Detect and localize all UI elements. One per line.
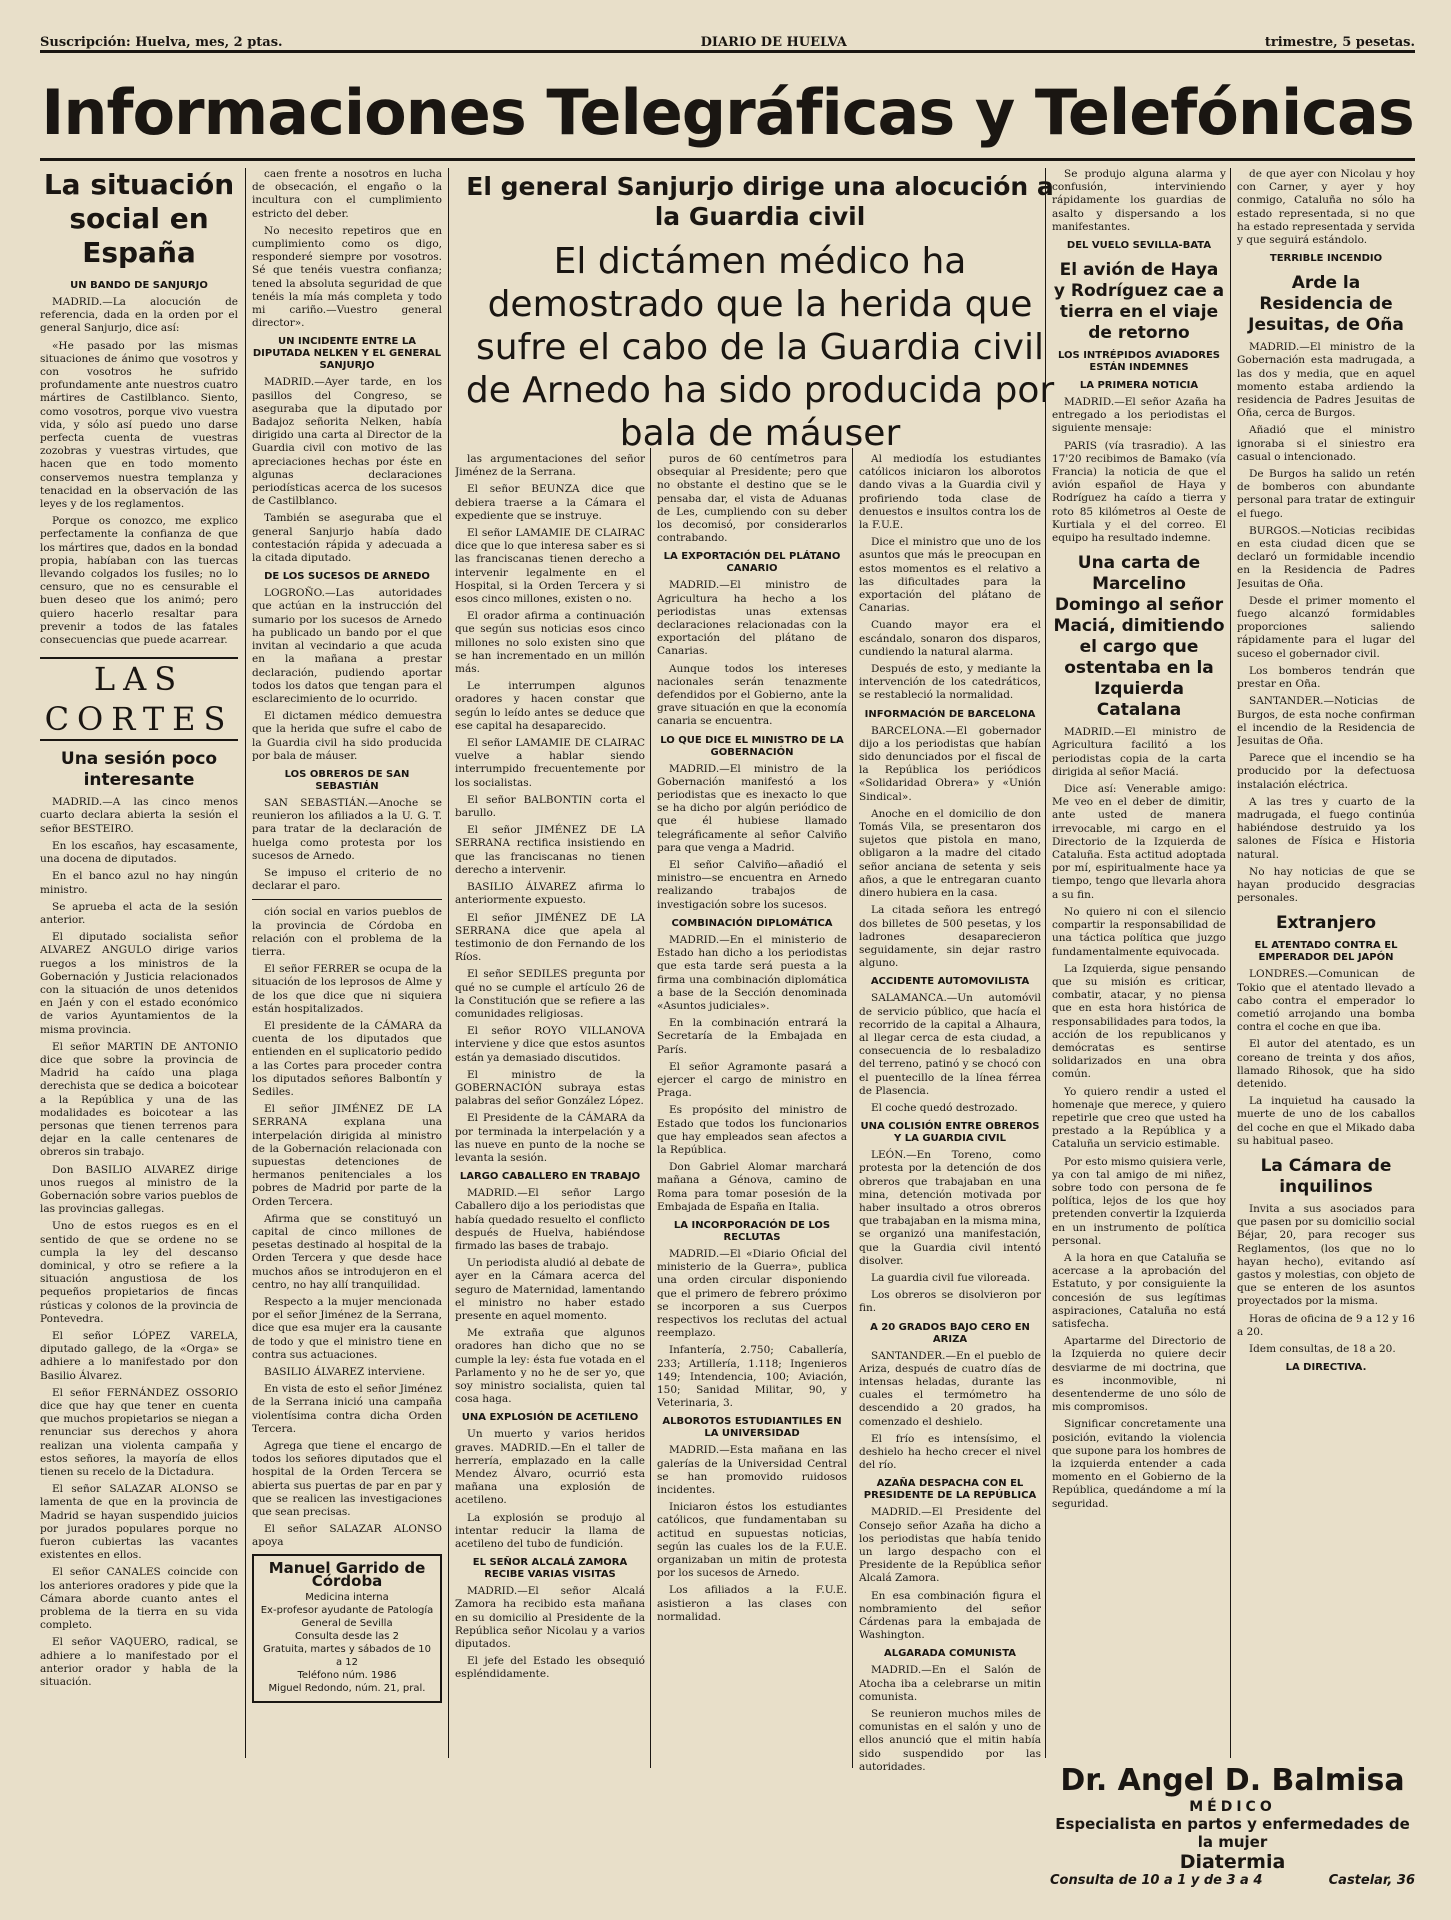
- paragraph: Un muerto y varios heridos graves. MADRID.—En el taller de herrería, emplazado en la calle Mendez Álvaro, ocurrió esta mañana una explosión de acetileno.: [455, 1428, 645, 1507]
- column-5: [859, 453, 1041, 1888]
- paragraph: Yo quiero rendir a usted el homenaje que merece, y quiero repetirle que creo que usted ha prestado a la República y a Cataluña un servicio estimable.: [1052, 1085, 1226, 1151]
- ad-line: Consulta desde las 2: [294, 1630, 400, 1642]
- headline-avion: El avión de Haya y Rodríguez cae a tierra en el viaje de retorno: [1053, 260, 1225, 344]
- ad-name: Manuel Garrido de Córdoba: [268, 1558, 426, 1590]
- paragraph: Significar concretamente una posición, evitando la violencia que supone para los hombres de la izquierda entender a cada momento en el Gobierno de la República, quedándome a mí la seguridad.: [1052, 1418, 1226, 1510]
- subscription-price: trimestre, 5 pesetas.: [1264, 35, 1415, 50]
- paragraph: El dictamen médico demuestra que la herida que sufre el cabo de la Guardia civil ha sido producida por bala de máuser.: [252, 710, 442, 762]
- paragraph: MADRID.—En el Salón de Atocha iba a celebrarse un mitin comunista.: [859, 1664, 1041, 1703]
- paragraph: MADRID.—La alocución de referencia, dada en la orden por el general Sanjurjo, dice así:: [40, 296, 238, 335]
- column-rule: [448, 168, 449, 1758]
- paragraph: El señor JIMÉNEZ DE LA SERRANA rectifica insistiendo en que las franciscanas no tienen derecho a intervenir.: [455, 824, 645, 876]
- paragraph: Afirma que se constituyó un capital de cinco millones de pesetas destinado al hospital de la Orden Tercera y que desde hace muchos años se introdujeron en el centro, no hay allí tranquilidad.: [252, 1212, 442, 1291]
- paragraph: El jefe del Estado les obsequió espléndidamente.: [455, 1655, 645, 1681]
- paragraph: El señor Calviño—añadió el ministro—se encuentra en Arnedo realizando trabajos de investigación sobre los sucesos.: [657, 859, 847, 911]
- column-2: [252, 168, 442, 1888]
- paragraph: MADRID.—El Presidente del Consejo señor Azaña ha dicho a los periodistas que había tenido un largo despacho con el Presidente de la República señor Alcalá Zamora.: [859, 1506, 1041, 1585]
- subhead: UNA EXPLOSIÓN DE ACETILENO: [461, 1412, 639, 1424]
- paragraph: La inquietud ha causado la muerte de uno de los caballos del coche en que el Mikado daba su habitual paseo.: [1237, 1095, 1415, 1147]
- paragraph: Horas de oficina de 9 a 12 y 16 a 20.: [1237, 1312, 1415, 1338]
- subhead: ACCIDENTE AUTOMOVILISTA: [870, 976, 1030, 988]
- paragraph: BARCELONA.—El gobernador dijo a los periodistas que habían sido denunciados por el fiscal de la República los periódicos «Solidaridad Obrera» y «Unión Sindical».: [859, 724, 1041, 803]
- paragraph: de que ayer con Nicolau y hoy con Carner, y ayer y hoy conmigo, Cataluña no sólo ha estado representada, si no que ha estado representada y servida y que seguirá estándolo.: [1237, 168, 1415, 247]
- paragraph: MADRID.—El señor Alcalá Zamora ha recibido esta mañana en su domicilio al Presidente de la República señor Nicolau y a varios diputados.: [455, 1585, 645, 1651]
- paragraph: El señor JIMÉNEZ DE LA SERRANA explana una interpelación dirigida al ministro de la Gobernación relacionada con supuestas detenciones de hermanos penitenciales a los pobres de Madrid por parte de la Orden Tercera.: [252, 1103, 442, 1208]
- subhead: INFORMACIÓN DE BARCELONA: [864, 708, 1036, 720]
- paragraph: Dice así: Venerable amigo: Me veo en el deber de dimitir, ante usted de manera irrevocable, mi cargo en el Directorio de la Izquierda de Cataluña. Esta actitud adoptada por mí, espiritualmente hace ya tiempo, tengo que llevarla ahora a su fin.: [1052, 783, 1226, 901]
- paragraph: De Burgos ha salido un retén de bomberos con abundante personal para tratar de extinguir el fuego.: [1237, 468, 1415, 520]
- paragraph: MADRID.—El señor Azaña ha entregado a los periodistas el siguiente mensaje:: [1052, 396, 1226, 435]
- subscription-text: Suscripción: Huelva, mes, 2 ptas.: [40, 35, 283, 50]
- paragraph: El Presidente de la CÁMARA da por terminada la interpelación y a las nueve en punto de la noche se levanta la sesión.: [455, 1112, 645, 1164]
- paragraph: La guardia civil fue viloreada.: [871, 1271, 1031, 1284]
- paragraph: El señor FERRER se ocupa de la situación de los leprosos de Alme y de los que dice que ni siquiera están hospitalizados.: [252, 963, 442, 1015]
- paragraph: Desde el primer momento el fuego alcanzó formidables proporciones saliendo rápidamente para el lugar del suceso el gobernador civil.: [1237, 594, 1415, 660]
- headline-dictamen: El dictámen médico ha demostrado que la herida que sufre el cabo de la Guardia civil de Arnedo ha sido producida por bala de máuser: [465, 241, 1055, 454]
- paragraph: MADRID.—A las cinco menos cuarto declara abierta la sesión el señor BESTEIRO.: [40, 796, 238, 835]
- paragraph: En el banco azul no hay ningún ministro.: [40, 870, 238, 896]
- headline-sanjurjo: El general Sanjurjo dirige una alocución a la Guardia civil: [466, 172, 1054, 231]
- paragraph: SANTANDER.—Noticias de Burgos, de esta noche confirman el incendio de la Residencia de Jesuitas de Oña.: [1237, 695, 1415, 747]
- paragraph: BASILIO ÁLVAREZ afirma lo anteriormente expuesto.: [455, 881, 645, 907]
- paragraph: Un periodista aludió al debate de ayer en la Cámara acerca del seguro de Maternidad, lamentando el ministro no haber estado presente en aquel momento.: [455, 1257, 645, 1322]
- paragraph: A las tres y cuarto de la madrugada, el fuego continúa habiéndose destruido ya los salones de Física e Historia natural.: [1237, 795, 1415, 861]
- paragraph: Después de esto, y mediante la intervención de los catedráticos, se restableció la normalidad.: [859, 663, 1041, 702]
- paragraph: Los afiliados a la F.U.E. asistieron a las clases con normalidad.: [657, 1584, 847, 1623]
- paragraph: El señor ROYO VILLANOVA interviene y dice que estos asuntos están ya demasiado discutidos.: [455, 1025, 645, 1064]
- paragraph: BURGOS.—Noticias recibidas en esta ciudad dicen que se declaró un formidable incendio en la Residencia de Padres Jesuitas de Oña.: [1237, 524, 1415, 590]
- subhead: ALGARADA COMUNISTA: [883, 1648, 1016, 1660]
- paragraph: Se reunieron muchos miles de comunistas en el salón y uno de ellos anunció que el mitin había sido suspendido por las autoridades.: [859, 1708, 1041, 1773]
- paragraph: ción social en varios pueblos de la provincia de Córdoba en relación con el problema de la tierra.: [252, 906, 442, 958]
- paragraph: Es propósito del ministro de Estado que todos los funcionarios que hay empleados sean afectos a la República.: [657, 1104, 847, 1156]
- paragraph: LEÓN.—En Toreno, como protesta por la detención de dos obreros que trabajaban en una mina, detención motivada por haber insultado a otros obreros que trabajaban en la misma mina, se organizó una manifestación, que la Guardia civil intentó disolver.: [859, 1149, 1041, 1267]
- paragraph: El autor del atentado, es un coreano de treinta y dos años, llamado Rihosok, que ha sido detenido.: [1237, 1038, 1415, 1090]
- newspaper-page: [40, 28, 1415, 1898]
- paragraph: Le interrumpen algunos oradores y hacen constar que según lo leído antes se deduce que ese capital ha desaparecido.: [455, 680, 645, 732]
- column-rule: [650, 448, 651, 1768]
- paragraph: El señor LAMAMIE DE CLAIRAC dice que lo que interesa saber es si las franciscanas tienen derecho a intervenir legalmente en el Hospital, si la Orden Tercera y si esos cinco millones, existen o no.: [455, 527, 645, 606]
- subhead: UN BANDO DE SANJURJO: [70, 280, 208, 291]
- paragraph: MADRID.—El ministro de Agricultura facilitó a los periodistas copia de la carta dirigida al señor Maciá.: [1052, 726, 1226, 778]
- paragraph: MADRID.—El señor Largo Caballero dijo a los periodistas que había quedado resuelto el conflicto después de Huelva, habiéndose firmado las bases de trabajo.: [455, 1187, 645, 1252]
- paragraph: Parece que el incendio se ha producido por la defectuosa instalación eléctrica.: [1237, 752, 1415, 791]
- paragraph: Se impuso el criterio de no declarar el paro.: [252, 866, 442, 893]
- paragraph: El señor LAMAMIE DE CLAIRAC vuelve a hablar siendo interrumpido frecuentemente por los socialistas.: [455, 737, 645, 789]
- paragraph: El señor MARTIN DE ANTONIO dice que sobre la provincia de Madrid ha caído una plaga derechista que se dedica a boicotear a la República y una de las modalidades es boicotear a las personas que tienen terrenos para dejar en la calle centenares de obreros sin trabajo.: [40, 1040, 238, 1159]
- paragraph: No quiero ni con el silencio compartir la responsabilidad de una táctica política que juzgo fundamentalmente equivocada.: [1052, 905, 1226, 958]
- column-rule: [852, 448, 853, 1768]
- paragraph: El señor BALBONTIN corta el barullo.: [455, 793, 645, 820]
- column-rule: [1230, 168, 1231, 1758]
- advertisement-garrido: [252, 1554, 442, 1703]
- ad-address: Castelar, 36: [1328, 1873, 1415, 1888]
- headline-sesion: Una sesión poco interesante: [60, 749, 218, 791]
- subhead: UN INCIDENTE ENTRE LA DIPUTADA NELKEN Y EL GENERAL SANJURJO: [252, 336, 442, 372]
- subhead: LOS INTRÉPIDOS AVIADORES ESTÁN INDEMNES: [1058, 350, 1220, 374]
- paragraph: «He pasado por las mismas situaciones de ánimo que vosotros y con vosotros he sufrido profundamente ante nuestros cuatro mártires de Castilblanco. Siento, como vosotros, porque vivo vuestra vida, y sólo así puedo uno darse perfecta cuenta de vuestras zozobras y vuestras virtudes, que hacen que en todo momento conservemos nuestra templanza y tenacidad en la observación de las leyes y de los reglamentos.: [40, 339, 238, 511]
- paragraph: Por esto mismo quisiera verle, ya con tal amigo de mi niñez, sobre todo con persona de fe política, lejos de los que hoy pretenden convertir la Izquierda en un instrumento de política personal.: [1052, 1155, 1226, 1247]
- paragraph: El señor BEUNZA dice que debiera traerse a la Cámara el expediente que se instruye.: [455, 483, 645, 522]
- paragraph: En la combinación entrará la Secretaría de la Embajada en París.: [657, 1017, 847, 1056]
- paragraph: El presidente de la CÁMARA da cuenta de los diputados que entienden en el suplicatorio pedido a las Cortes para proceder contra los diputados señores Balbontín y Sediles.: [252, 1019, 442, 1098]
- subhead: LA INCORPORACIÓN DE LOS RECLUTAS: [673, 1219, 831, 1243]
- column-7: [1237, 168, 1415, 1753]
- paragraph: las argumentaciones del señor Jiménez de la Serrana.: [455, 453, 645, 479]
- running-header: [40, 28, 1415, 53]
- paragraph: Don BASILIO ALVAREZ dirige unos ruegos al ministro de la Gobernación sobre varios pueblos de las provincias gallegas.: [40, 1163, 238, 1216]
- advertisement-balmisa: [1050, 1763, 1415, 1898]
- paragraph: En los escaños, hay escasamente, una docena de diputados.: [40, 839, 238, 866]
- paragraph: SANTANDER.—En el pueblo de Ariza, después de cuatro días de intensas heladas, durante las cuales el termómetro ha descendido a 20 grados, ha comenzado el deshielo.: [859, 1349, 1041, 1428]
- headline-block-sanjurjo: [460, 168, 1060, 454]
- paragraph: El diputado socialista señor ALVAREZ ANGULO dirige varios ruegos a los ministros de la Gobernación y Justicia relacionados con la situación de unos detenidos en Jaén y con el estado económico de varios Ayuntamientos de la misma provincia.: [40, 931, 238, 1036]
- paragraph: El señor FERNÁNDEZ OSSORIO dice que hay que tener en cuenta que muchos propietarios se niegan a renunciar sus derechos y ahora realizan una violenta campaña y estos señores, la mayoría de ellos tienen su recelo de la Dictadura.: [40, 1386, 238, 1479]
- subhead: DE LOS SUCESOS DE ARNEDO: [264, 571, 430, 583]
- paragraph: PARIS (vía trasradio). A las 17'20 recibimos de Bamako (vía Francia) la noticia de que el avión español de Haya y Rodríguez ha caído a tierra y roto 85 kilómetros al Oeste de Kurtiala y el del correo. El equipo ha resultado indemne.: [1052, 439, 1226, 545]
- paragraph: BASILIO ÁLVAREZ interviene.: [264, 1366, 426, 1379]
- paragraph: La explosión se produjo al intentar reducir la llama de acetileno del tubo de fundición.: [455, 1511, 645, 1551]
- ad-line: Gratuita, martes y sábados de 10 a 12: [262, 1643, 432, 1668]
- subhead: UNA COLISIÓN ENTRE OBREROS Y LA GUARDIA CIVIL: [860, 1121, 1040, 1145]
- subhead: AZAÑA DESPACHA CON EL PRESIDENTE DE LA REPÚBLICA: [863, 1478, 1037, 1502]
- paragraph: Don Gabriel Alomar marchará mañana a Génova, camino de Roma para tomar posesión de la Embajada de España en Italia.: [657, 1161, 847, 1213]
- paragraph: El señor CANALES coincide con los anteriores oradores y pide que la Cámara aborde cuanto antes el problema de la tierra en su vida completo.: [40, 1566, 238, 1632]
- paragraph: El ministro de la GOBERNACIÓN subraya estas palabras del señor González López.: [455, 1068, 645, 1108]
- paragraph: Los obreros se disolvieron por fin.: [859, 1289, 1041, 1315]
- paragraph: El señor Agramonte pasará a ejercer el cargo de ministro en Praga.: [657, 1060, 847, 1100]
- ad-footer: [1050, 1873, 1415, 1888]
- paragraph: Cuando mayor era el escándalo, sonaron dos disparos, cundiendo la natural alarma.: [859, 619, 1041, 658]
- paragraph: El señor SALAZAR ALONSO se lamenta de que en la provincia de Madrid se hayan suspendido juicios por jurados populares porque no fueron cubiertas las vacantes existentes en ellos.: [40, 1483, 238, 1562]
- paragraph: Se produjo alguna alarma y confusión, interviniendo rápidamente los guardias de asalto y dispersando a los manifestantes.: [1052, 168, 1226, 233]
- paragraph: El coche quedó destrozado.: [871, 1101, 1018, 1114]
- divider: [252, 899, 442, 900]
- paragraph: MADRID.—El ministro de la Gobernación esta madrugada, a las dos y media, que en aquel momento estaba ardiendo la residencia de Padres Jesuitas de Oña, cerca de Burgos.: [1237, 341, 1415, 420]
- paragraph: No hay noticias de que se hayan producido desgracias personales.: [1237, 865, 1415, 905]
- paragraph: El señor SALAZAR ALONSO apoya: [252, 1523, 442, 1549]
- ad-line: Miguel Redondo, núm. 21, pral.: [268, 1682, 426, 1694]
- newspaper-name: DIARIO DE HUELVA: [700, 35, 847, 50]
- paragraph: Uno de estos ruegos es en el sentido de que se ordene no se cumpla la ley del descanso dominical, y otro se refiere a la situación angustiosa de los pequeños propietarios de fincas rústicas y colonos de la provincia de Pontevedra.: [40, 1220, 238, 1325]
- signature: LA DIRECTIVA.: [1285, 1362, 1367, 1374]
- paragraph: Iniciaron éstos los estudiantes católicos, que fundamentaban su actitud en supuestas noticias, según las cuales los de la F.U.E. organizaban un mitin de protesta por los sucesos de Arnedo.: [657, 1501, 847, 1580]
- subhead: LARGO CABALLERO EN TRABAJO: [459, 1171, 641, 1183]
- paragraph: Los bomberos tendrán que prestar en Oña.: [1237, 664, 1415, 691]
- headline-incendio-ona: Arde la Residencia de Jesuitas, de Oña: [1248, 273, 1404, 336]
- column-rule: [245, 168, 246, 1758]
- paragraph: Apartarme del Directorio de la Izquierda no quiere decir desviarme de mi doctrina, que es inconmovible, ni desentenderme de uno sólo de mis compromisos.: [1052, 1335, 1226, 1414]
- ad-doctor-name: Dr. Angel D. Balmisa: [1060, 1763, 1405, 1798]
- section-masthead: Informaciones Telegráficas y Telefónicas: [40, 68, 1415, 161]
- paragraph: Aunque todos los intereses nacionales serán tenazmente defendidos por el Gobierno, ante la grave situación en que la economía canaria se encuentra.: [657, 662, 847, 728]
- paragraph: El señor SEDILES pregunta por qué no se cumple el artículo 26 de la Constitución que se refiere a las comunidades religiosas.: [455, 968, 645, 1020]
- subhead: LA PRIMERA NOTICIA: [1079, 380, 1199, 392]
- paragraph: Infantería, 2.750; Caballería, 233; Artillería, 1.118; Ingenieros 149; Intendencia, 100; Aviación, 150; Sanidad Militar, 90, y Veterinaria, 3.: [657, 1344, 847, 1410]
- paragraph: El frío es intensísimo, el deshielo ha hecho crecer el nivel del río.: [859, 1432, 1041, 1472]
- subhead: ALBOROTOS ESTUDIANTILES EN LA UNIVERSIDAD: [662, 1416, 842, 1440]
- paragraph: El señor JIMÉNEZ DE LA SERRANA dice que apela al testimonio de don Fernando de los Ríos.: [455, 911, 645, 964]
- paragraph: La citada señora les entregó dos billetes de 500 pesetas, y los ladrones desaparecieron seguidamente, sin dejar rastro alguno.: [859, 904, 1041, 970]
- headline-extranjero: Extranjero: [1275, 913, 1377, 934]
- paragraph: Porque os conozco, me explico perfectamente la confianza de que los mártires que, dados en la bondad propia, habíaban con las tuercas llevando colgados los fusiles; no lo censuro, que no es censurable el buen deseo que los animó; pero quiero hacerlo resaltar para prevenir a todos de las fatales consecuencias que puede acarrear.: [40, 515, 238, 647]
- paragraph: MADRID.—El ministro de Agricultura ha hecho a los periodistas unas extensas declaraciones relacionadas con la exportación del plátano de Canarias.: [657, 579, 847, 658]
- ad-line: Ex-profesor ayudante de Patología General de Sevilla: [260, 1604, 434, 1629]
- paragraph: caen frente a nosotros en lucha de obsecación, el engaño o la incultura con el cumplimiento estricto del deber.: [252, 168, 442, 220]
- subhead: TERRIBLE INCENDIO: [1269, 253, 1383, 265]
- ad-specialty: Especialista en partos y enfermedades de la mujer: [1055, 1815, 1410, 1851]
- paragraph: Invita a sus asociados para que pasen por su domicilio social Béjar, 20, para recoger sus Reglamentos, (los que no lo hayan hecho), evitando así gastos y molestias, con objeto de que se enteren de los asuntos proyectados por la misma.: [1237, 1202, 1415, 1308]
- paragraph: Se aprueba el acta de la sesión anterior.: [40, 900, 238, 926]
- paragraph: Dice el ministro que uno de los asuntos que más le preocupan en estos momentos es el relativo a las dificultades para la exportación del plátano de Canarias.: [859, 536, 1041, 615]
- subhead: EL SEÑOR ALCALÁ ZAMORA RECIBE VARIAS VISITAS: [472, 1557, 628, 1581]
- paragraph: No necesito repetiros que en cumplimiento como os digo, responderé siempre por vosotros. Sé que tenéis vuestra confianza; tened la absoluta seguridad de que tenéis la mía más completa y todo mi cariño.—Vuestro general director».: [252, 224, 442, 330]
- paragraph: También se aseguraba que el general Sanjurjo había dado contestación rápida y adecuada a la citada diputado.: [252, 512, 442, 565]
- paragraph: En vista de esto el señor Jiménez de la Serrana inició una campaña violentísima contra dicha Orden Tercera.: [252, 1383, 442, 1435]
- subhead: LOS OBREROS DE SAN SEBASTIÁN: [284, 768, 410, 792]
- paragraph: puros de 60 centímetros para obsequiar al Presidente; pero que no obstante el destino que se le pensaba dar, el vista de Aduanas de Les, cumpliendo con su deber los decomisó, por considerarlos contrabando.: [657, 453, 847, 545]
- paragraph: Añadió que el ministro ignoraba si el siniestro era casual o intencionado.: [1237, 424, 1415, 463]
- paragraph: MADRID.—Esta mañana en las galerías de la Universidad Central se han promovido ruidosos incidentes.: [657, 1444, 847, 1496]
- ad-title: MÉDICO: [1189, 1799, 1276, 1815]
- column-6: [1052, 168, 1226, 1753]
- ad-line: Teléfono núm. 1986: [297, 1669, 397, 1681]
- subhead: COMBINACIÓN DIPLOMÁTICA: [671, 917, 833, 929]
- paragraph: MADRID.—El «Diario Oficial del ministerio de la Guerra», publica una orden circular disponiendo que el primero de febrero próximo se incorporen a sus Cuerpos respectivos los reclutas del actual reemplazo.: [657, 1247, 847, 1340]
- headline-situacion-social: La situación social en España: [43, 168, 235, 269]
- paragraph: Anoche en el domicilio de don Tomás Vila, se presentaron dos sujetos que pistola en mano, obligaron a la madre del citado señor anciana de setenta y seis años, a que le entregaran cuanto dinero hubiera en la casa.: [859, 807, 1041, 900]
- paragraph: MADRID.—El ministro de la Gobernación manifestó a los periodistas que es inexacto lo que se ha dicho por algún periódico de que él hubiese llamado telegráficamente al señor Calviño para que venga a Madrid.: [657, 762, 847, 854]
- paragraph: El señor VAQUERO, radical, se adhiere a lo manifestado por el anterior orador y habla de la situación.: [40, 1636, 238, 1689]
- headline-camara-inquilinos: La Cámara de inquilinos: [1260, 1155, 1392, 1197]
- ad-line: Medicina interna: [305, 1591, 389, 1603]
- paragraph: MADRID.—Ayer tarde, en los pasillos del Congreso, se aseguraba que la diputado por Badajoz señorita Nelken, había dirigido una carta al Director de la Guardia civil con motivo de las apreciaciones hechas por éste en algunas declaraciones periodísticas acerca de los sucesos de Castilblanco.: [252, 376, 442, 508]
- paragraph: SAN SEBASTIÁN.—Anoche se reunieron los afiliados a la U. G. T. para tratar de la declaración de huelga como protesta por los sucesos de Arnedo.: [252, 796, 442, 862]
- subhead: EL ATENTADO CONTRA EL EMPERADOR DEL JAPÓN: [1254, 940, 1398, 964]
- paragraph: Me extraña que algunos oradores han dicho que no se cumple la ley: ésta fue votada en el Parlamento y no he de ser yo, que soy ministro socialista, quien tal cosa haga.: [455, 1327, 645, 1406]
- paragraph: LOGROÑO.—Las autoridades que actúan en la instrucción del sumario por los sucesos de Arnedo ha publicado un bando por el que invitan al vecindario a que acuda en la mañana a prestar declaración, pudiendo aportar todos los datos que tengan para el esclarecimiento de lo ocurrido.: [252, 587, 442, 705]
- paragraph: SALAMANCA.—Un automóvil de servicio público, que hacía el recorrido de la capital a Alhaura, al llegar cerca de esta ciudad, a consecuencia de lo resbaladizo del terreno, patinó y se chocó con el puentecillo de la línea férrea de Plasencia.: [859, 992, 1041, 1097]
- headline-las-cortes: LAS CORTES: [40, 657, 238, 741]
- paragraph: LONDRES.—Comunican de Tokio que el atentado llevado a cabo contra el emperador lo cometió arrojando una bomba contra el coche en que iba.: [1237, 968, 1415, 1034]
- subhead: LO QUE DICE EL MINISTRO DE LA GOBERNACIÓN: [660, 734, 844, 758]
- paragraph: Idem consultas, de 18 a 20.: [1249, 1343, 1396, 1356]
- ad-hours: Consulta de 10 a 1 y de 3 a 4: [1050, 1873, 1263, 1888]
- paragraph: MADRID.—En el ministerio de Estado han dicho a los periodistas que esta tarde será puesta a la firma una combinación diplomática a base de la Sección denominada «Asuntos judiciales».: [657, 933, 847, 1012]
- column-3: [455, 453, 645, 1888]
- column-4: [657, 453, 847, 1888]
- headline-marcelino-domingo: Una carta de Marcelino Domingo al señor Maciá, dimitiendo el cargo que ostentaba en la Izquierda Catalana: [1053, 553, 1225, 721]
- paragraph: La Izquierda, sigue pensando que su misión es criticar, combatir, atacar, y no piensa que en esta hora histórica de responsabilidades para todos, la acción de los republicanos y demócratas es sentirse solidarizados en una obra común.: [1052, 962, 1226, 1081]
- paragraph: El orador afirma a continuación que según sus noticias esos cinco millones no solo existen sino que se han incrementado en un millón más.: [455, 610, 645, 676]
- paragraph: Al mediodía los estudiantes católicos iniciaron los alborotos dando vivas a la Guardia civil y profiriendo toda clase de denuestos e insultos contra los de la F.U.E.: [859, 453, 1041, 532]
- paragraph: El señor LÓPEZ VARELA, diputado gallego, de la «Orga» se adhiere a lo manifestado por don Basilio Álvarez.: [40, 1330, 238, 1382]
- subhead: A 20 GRADOS BAJO CERO EN ARIZA: [870, 1321, 1030, 1345]
- column-1: [40, 168, 238, 1888]
- subhead: DEL VUELO SEVILLA-BATA: [1066, 240, 1212, 252]
- paragraph: Respecto a la mujer mencionada por el señor Jiménez de la Serrana, dice que esa mujer era la causante de todo y que el ministro tiene en contra sus actuaciones.: [252, 1296, 442, 1361]
- paragraph: Agrega que tiene el encargo de todos los señores diputados que el hospital de la Orden Tercera se abierta sus puertas de par en par y que se realicen las investigaciones que sean precisas.: [252, 1440, 442, 1519]
- ad-diatermia: Diatermia: [1179, 1851, 1286, 1873]
- subhead: LA EXPORTACIÓN DEL PLÁTANO CANARIO: [663, 551, 841, 575]
- paragraph: A la hora en que Cataluña se acercase a la aprobación del Estatuto, y por consiguiente la concesión de sus legítimas aspiraciones, Cataluña no está satisfecha.: [1052, 1251, 1226, 1330]
- paragraph: En esa combinación figura el nombramiento del señor Cárdenas para la embajada de Washington.: [859, 1589, 1041, 1642]
